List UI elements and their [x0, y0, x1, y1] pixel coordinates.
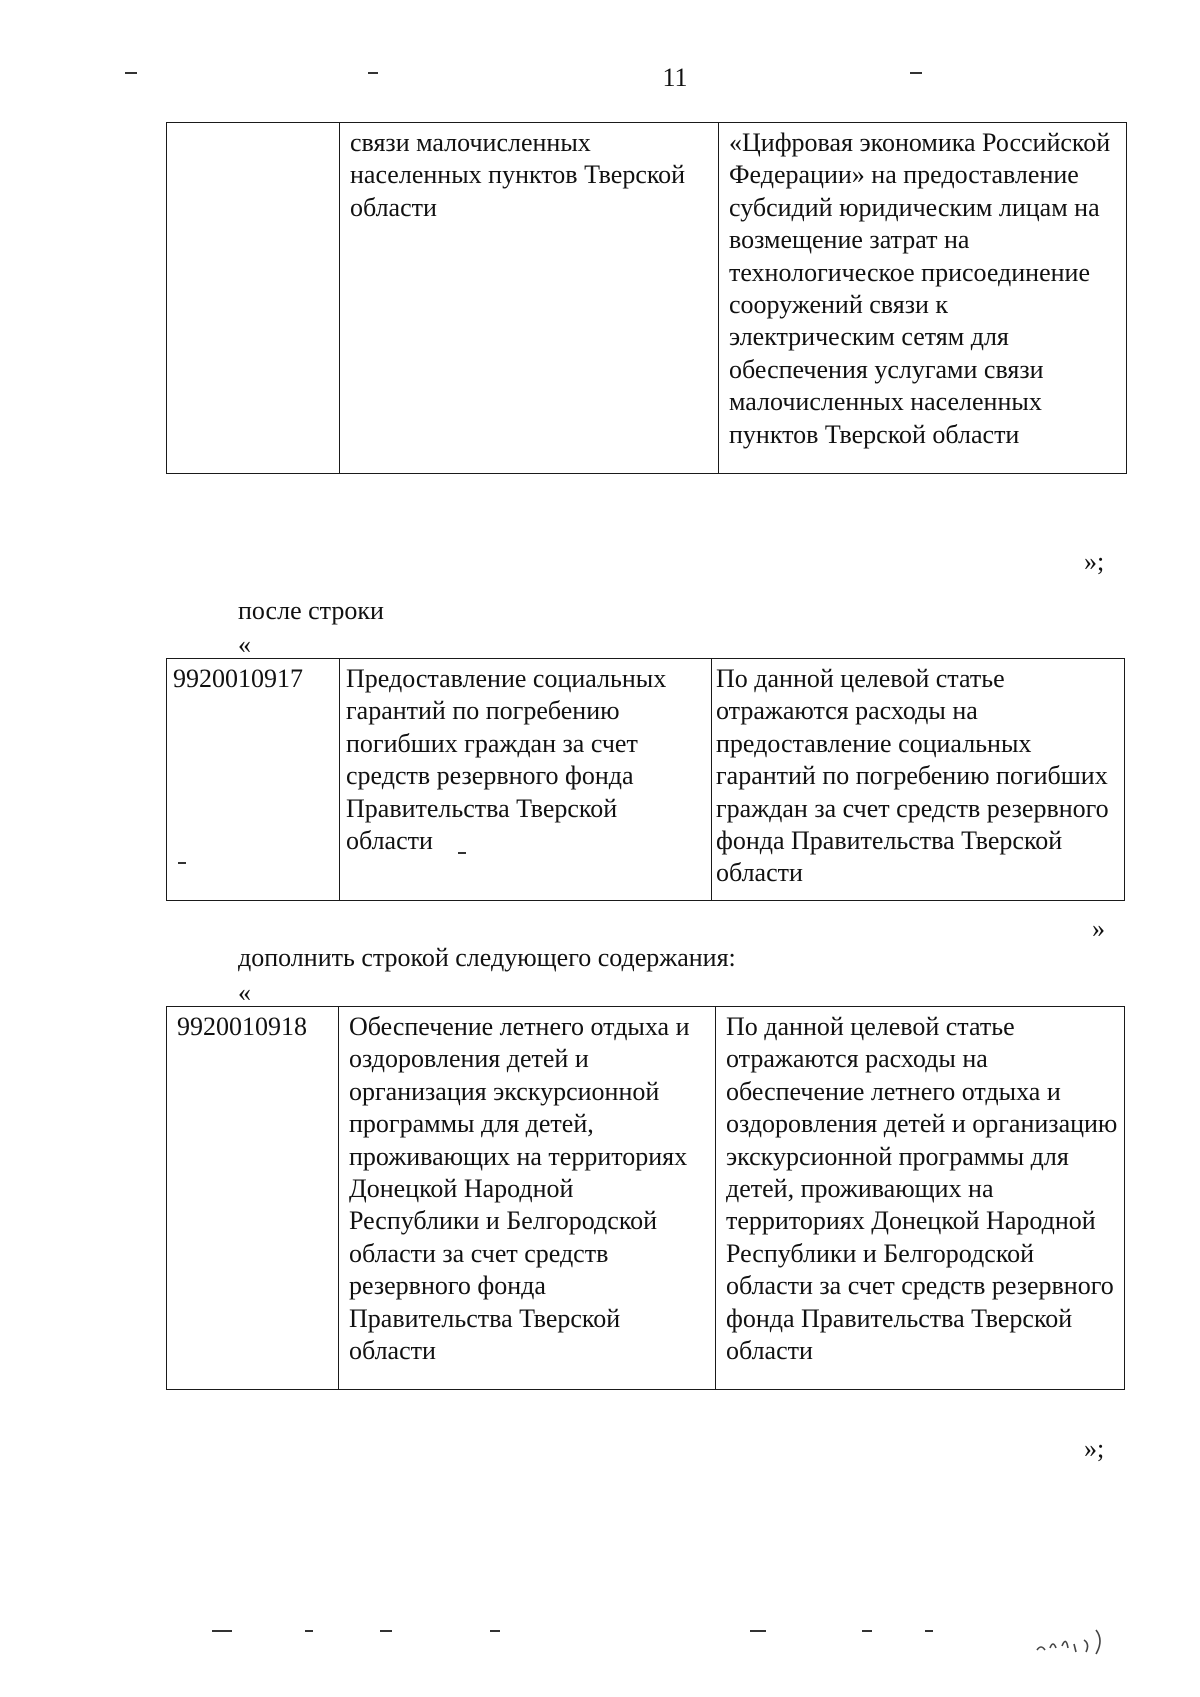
name-cell: Обеспечение летнего отдыха и оздоровления детей и организация экскурсионной программы для детей, проживающих на территориях Донецкой Народной Республики и Белгородской области за счет средств резервного фонда Правительства Тверской области — [339, 1007, 716, 1390]
scan-speck — [925, 1630, 933, 1632]
name-cell: Предоставление социальных гарантий по погребению погибших граждан за счет средств резервного фонда Правительства Тверской области — [340, 659, 712, 901]
table-row — [167, 659, 1125, 901]
page-number: 11 — [662, 63, 688, 92]
reference-table — [166, 658, 1125, 901]
name-cell: связи малочисленных населенных пунктов Тверской области — [340, 123, 719, 474]
scan-speck — [305, 1630, 313, 1632]
description-cell: По данной целевой статье отражаются расходы на обеспечение летнего отдыха и оздоровления детей и организацию экскурсионной программы для детей, проживающих на территориях Донецкой Народной Республики и Белгородской области за счет средств резервного фонда Правительства Тверской области — [716, 1007, 1125, 1390]
closing-quote: » — [1092, 914, 1105, 943]
scan-speck — [862, 1630, 872, 1632]
description-cell: «Цифровая экономика Российской Федерации» на предоставление субсидий юридическим лицам на возмещение затрат на технологическое присоединение сооружений связи к электрическим сетям для обеспечения услугами связи малочисленных населенных пунктов Тверской области — [719, 123, 1127, 474]
continued-table — [166, 122, 1127, 474]
closing-quote: »; — [1084, 547, 1105, 576]
scan-speck — [490, 1630, 500, 1632]
code-cell — [167, 123, 340, 474]
code-cell: 9920010918 — [167, 1007, 339, 1390]
description-cell: По данной целевой статье отражаются расходы на предоставление социальных гарантий по погребению погибших граждан за счет средств резервного фонда Правительства Тверской области — [712, 659, 1125, 901]
handwritten-mark-icon — [1032, 1620, 1132, 1660]
opening-quote: « — [238, 630, 251, 659]
paragraph-supplement: дополнить строкой следующего содержания: — [238, 943, 736, 972]
scan-speck — [910, 72, 922, 74]
table-row — [167, 1007, 1125, 1390]
scan-speck — [368, 72, 378, 74]
paragraph-after-row: после строки — [238, 596, 384, 625]
scan-speck — [212, 1630, 232, 1632]
closing-quote: »; — [1084, 1434, 1105, 1463]
code-cell: 9920010917 — [167, 659, 340, 901]
scan-speck — [125, 72, 137, 74]
scan-speck — [750, 1630, 766, 1632]
opening-quote: « — [238, 978, 251, 1007]
table-row — [167, 123, 1127, 474]
new-row-table — [166, 1006, 1125, 1390]
scan-speck — [380, 1630, 392, 1632]
